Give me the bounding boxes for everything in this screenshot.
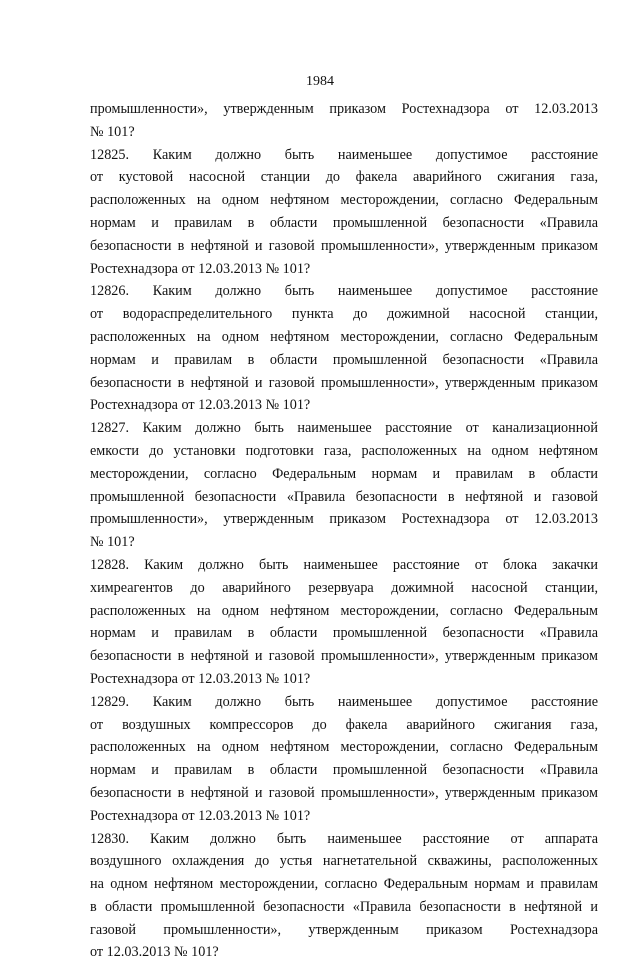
text-line: нормам и правилам в области промышленной безопасности «Правила: [90, 625, 598, 642]
text-line: № 101?: [90, 534, 135, 551]
text-line: расположенных на одном нефтяном месторождении, согласно Федеральным: [90, 602, 598, 619]
text-line: 12827. Каким должно быть наименьшее расстояние от канализационной: [90, 420, 598, 437]
text-line: Ростехнадзора от 12.03.2013 № 101?: [90, 397, 311, 414]
text-line: от 12.03.2013 № 101?: [90, 944, 219, 961]
text-line: месторождении, согласно Федеральным нормам и правилам в области: [90, 465, 598, 482]
text-line: безопасности в нефтяной и газовой промышленности», утвержденным приказом: [90, 237, 598, 254]
text-line: промышленности», утвержденным приказом Ростехнадзора от 12.03.2013: [90, 511, 598, 528]
text-line: безопасности в нефтяной и газовой промышленности», утвержденным приказом: [90, 784, 598, 801]
text-line: Ростехнадзора от 12.03.2013 № 101?: [90, 807, 311, 824]
text-line: промышленности», утвержденным приказом Ростехнадзора от 12.03.2013: [90, 101, 598, 117]
text-line: химреагентов до аварийного резервуара дожимной насосной станции,: [90, 579, 598, 596]
text-line: нормам и правилам в области промышленной безопасности «Правила: [90, 214, 598, 231]
text-line: безопасности в нефтяной и газовой промышленности», утвержденным приказом: [90, 374, 598, 391]
text-line: 12825. Каким должно быть наименьшее допустимое расстояние: [90, 146, 598, 163]
text-line: Ростехнадзора от 12.03.2013 № 101?: [90, 670, 311, 687]
text-line: нормам и правилам в области промышленной безопасности «Правила: [90, 762, 598, 779]
text-line: № 101?: [90, 123, 135, 140]
text-line: воздушного охлаждения до устья нагнетательной скважины, расположенных: [90, 853, 598, 870]
text-line: 12829. Каким должно быть наименьшее допустимое расстояние: [90, 693, 598, 710]
text-line: от кустовой насосной станции до факела аварийного сжигания газа,: [90, 169, 598, 186]
text-line: от водораспределительного пункта до дожимной насосной станции,: [90, 306, 598, 323]
text-line: безопасности в нефтяной и газовой промышленности», утвержденным приказом: [90, 648, 598, 665]
text-line: расположенных на одном нефтяном месторождении, согласно Федеральным: [90, 328, 598, 345]
text-line: газовой промышленности», утвержденным приказом Ростехнадзора: [90, 921, 598, 938]
text-line: нормам и правилам в области промышленной безопасности «Правила: [90, 351, 598, 368]
body-text: [90, 98, 598, 964]
text-line: емкости до установки подготовки газа, расположенных на одном нефтяном: [90, 442, 598, 459]
text-line: 12830. Каким должно быть наименьшее расстояние от аппарата: [90, 830, 598, 847]
text-line: промышленной безопасности «Правила безопасности в нефтяной и газовой: [90, 488, 598, 505]
text-line: расположенных на одном нефтяном месторождении, согласно Федеральным: [90, 192, 598, 209]
text-line: Ростехнадзора от 12.03.2013 № 101?: [90, 260, 311, 277]
text-line: 12828. Каким должно быть наименьшее расстояние от блока закачки: [90, 556, 598, 573]
text-line: расположенных на одном нефтяном месторождении, согласно Федеральным: [90, 739, 598, 756]
page-number: 1984: [306, 74, 334, 89]
text-line: от воздушных компрессоров до факела аварийного сжигания газа,: [90, 716, 598, 733]
text-line: на одном нефтяном месторождении, согласно Федеральным нормам и правилам: [90, 876, 598, 893]
text-line: 12826. Каким должно быть наименьшее допустимое расстояние: [90, 283, 598, 300]
text-line: в области промышленной безопасности «Правила безопасности в нефтяной и: [90, 898, 598, 915]
